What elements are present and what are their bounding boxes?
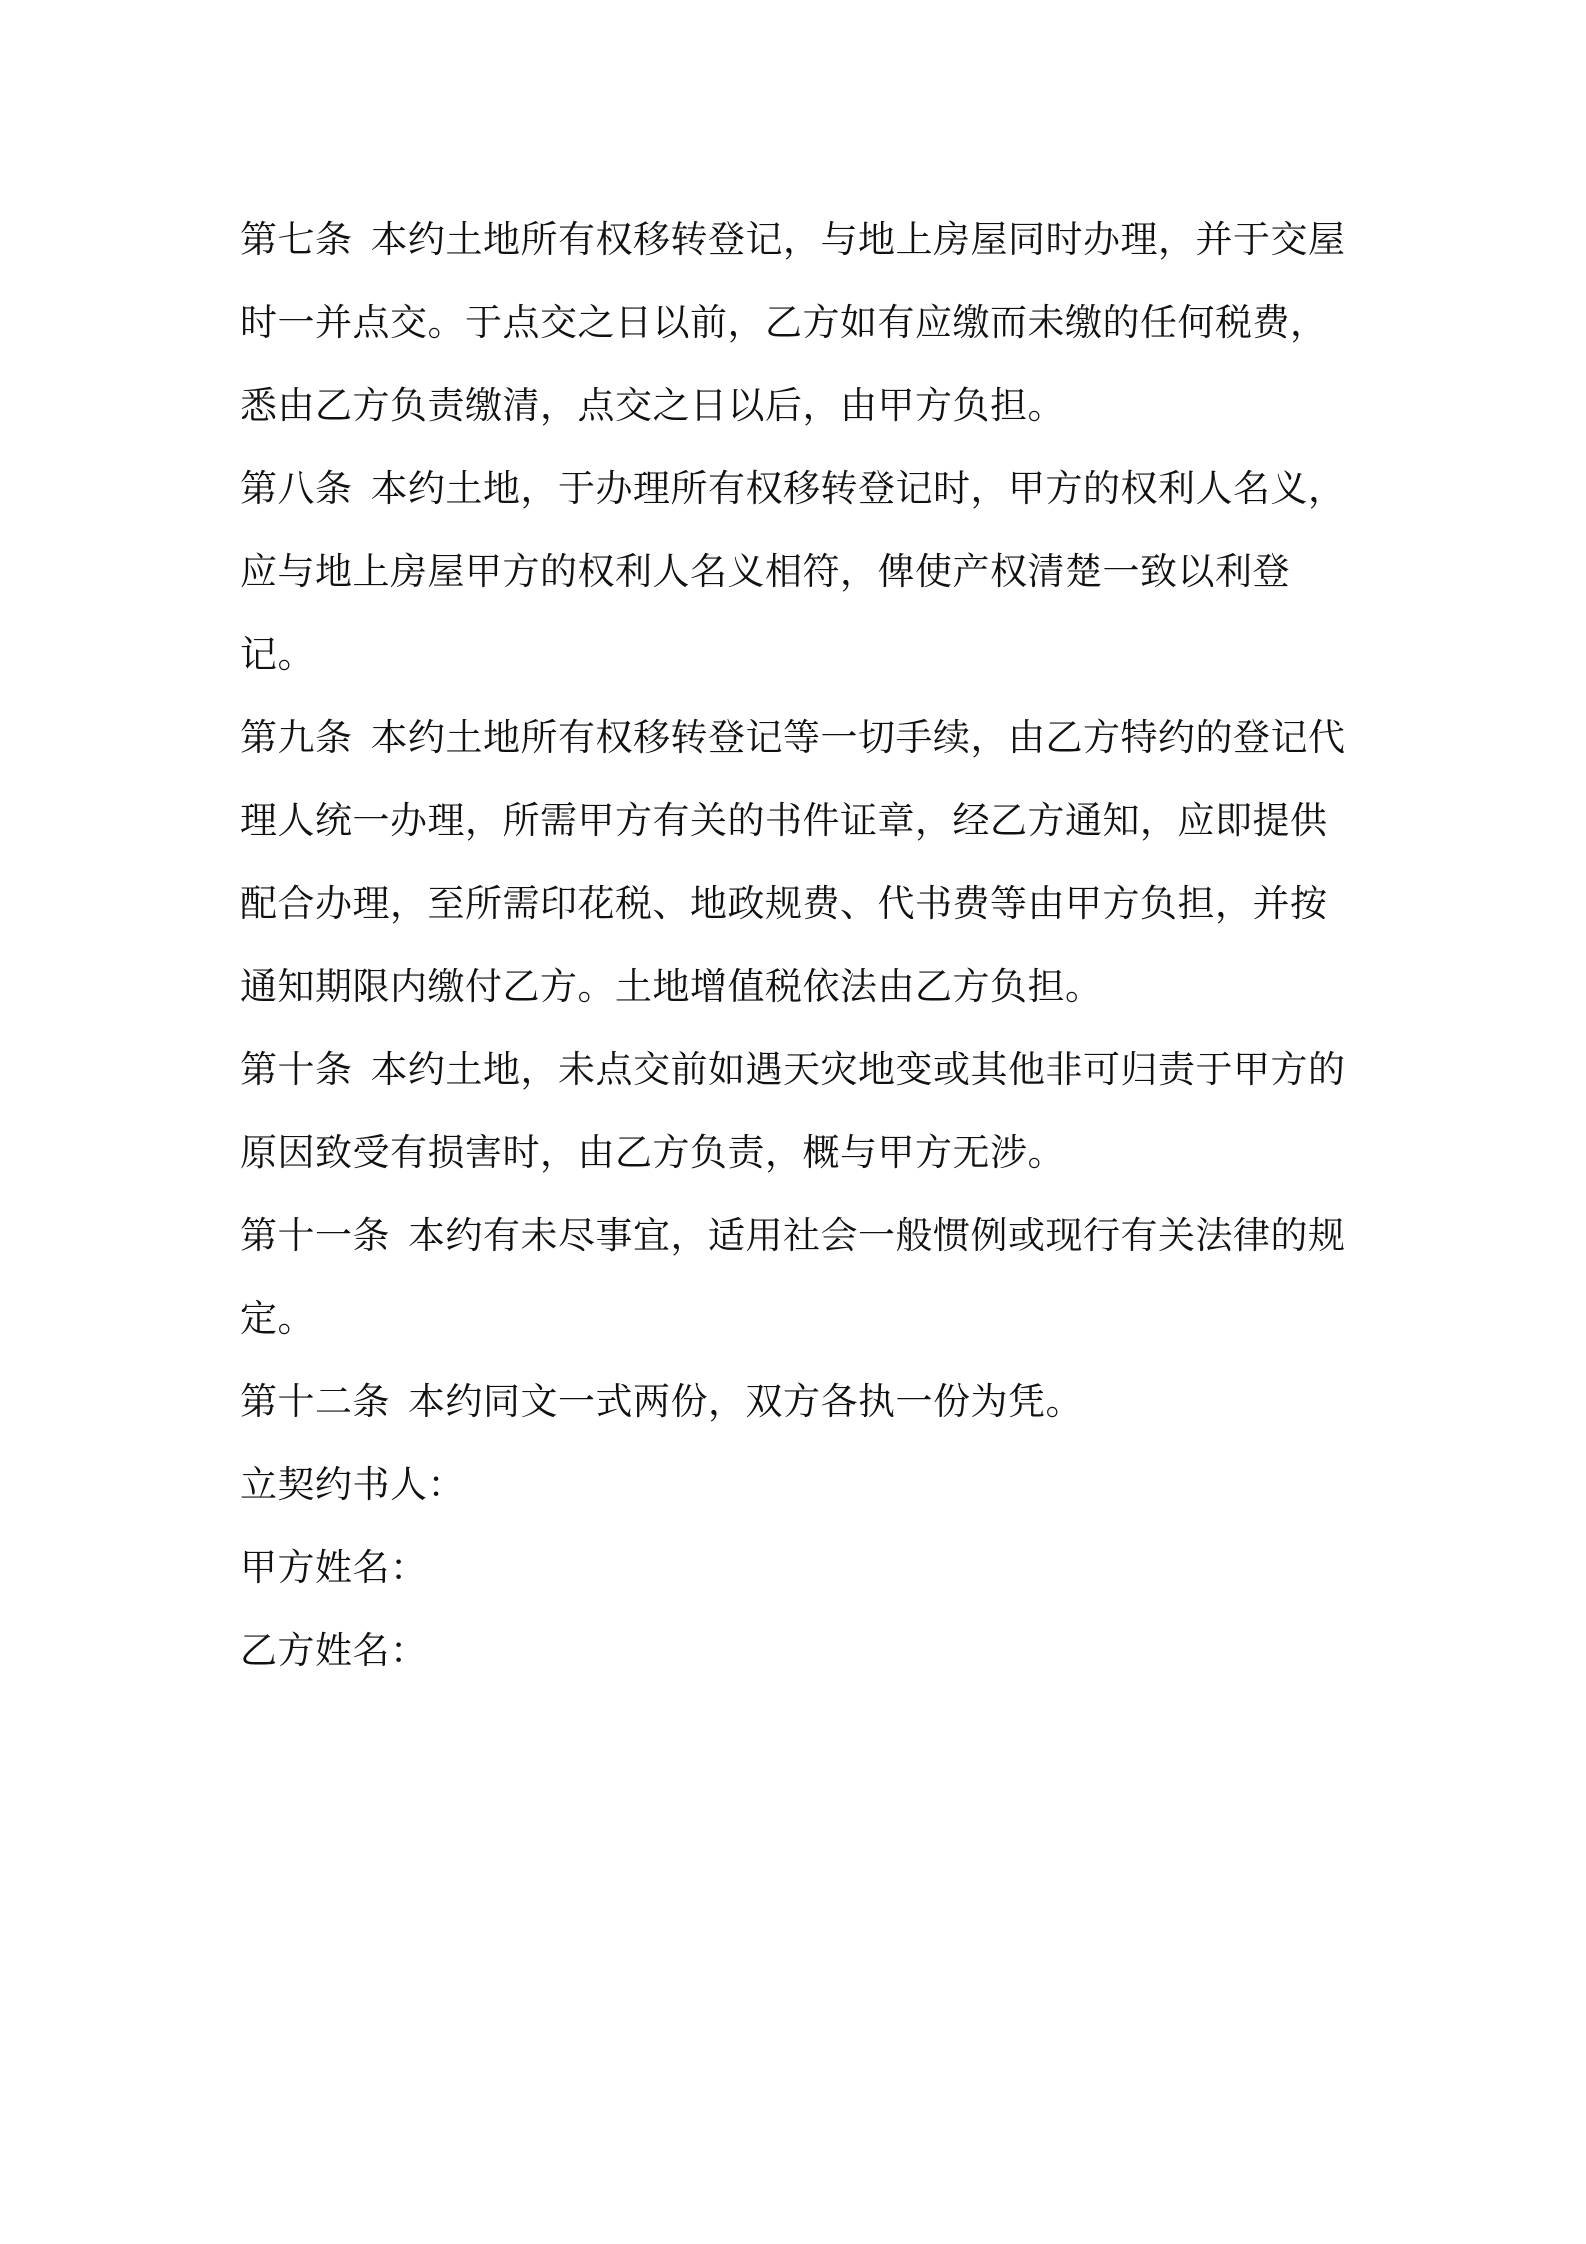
article-number: 第十条 — [240, 1048, 353, 1091]
article-text: 本约有未尽事宜，适用社会一般惯例或现行有关法律的规定。 — [240, 1214, 1346, 1340]
party-b-name-label: 乙方姓名： — [240, 1629, 428, 1672]
article-text: 本约土地所有权移转登记，与地上房屋同时办理，并于交屋时一并点交。于点交之日以前，乙方如有应缴而未缴的任何税费，悉由乙方负责缴清，点交之日以后，由甲方负担。 — [240, 218, 1346, 427]
article-text: 本约土地，未点交前如遇天灾地变或其他非可归责于甲方的原因致受有损害时，由乙方负责，概与甲方无涉。 — [240, 1048, 1346, 1174]
article-7 — [240, 198, 1360, 447]
article-number: 第八条 — [240, 467, 353, 510]
article-9 — [240, 696, 1360, 1028]
article-number: 第九条 — [240, 716, 353, 759]
article-number: 第七条 — [240, 218, 353, 261]
contract-body — [240, 198, 1360, 1692]
article-12 — [240, 1360, 1360, 1443]
article-text: 本约同文一式两份，双方各执一份为凭。 — [408, 1380, 1083, 1423]
signer-label: 立契约书人： — [240, 1463, 465, 1506]
article-11 — [240, 1194, 1360, 1360]
article-8 — [240, 447, 1360, 696]
article-number: 第十二条 — [240, 1380, 390, 1423]
article-text: 本约土地，于办理所有权移转登记时，甲方的权利人名义，应与地上房屋甲方的权利人名义相符，俾使产权清楚一致以利登记。 — [240, 467, 1346, 676]
article-10 — [240, 1028, 1360, 1194]
article-text: 本约土地所有权移转登记等一切手续，由乙方特约的登记代理人统一办理，所需甲方有关的书件证章，经乙方通知，应即提供配合办理，至所需印花税、地政规费、代书费等由甲方负担，并按通知期限内缴付乙方。土地增值税依法由乙方负担。 — [240, 716, 1346, 1008]
party-a-name-label: 甲方姓名： — [240, 1546, 428, 1589]
article-number: 第十一条 — [240, 1214, 390, 1257]
